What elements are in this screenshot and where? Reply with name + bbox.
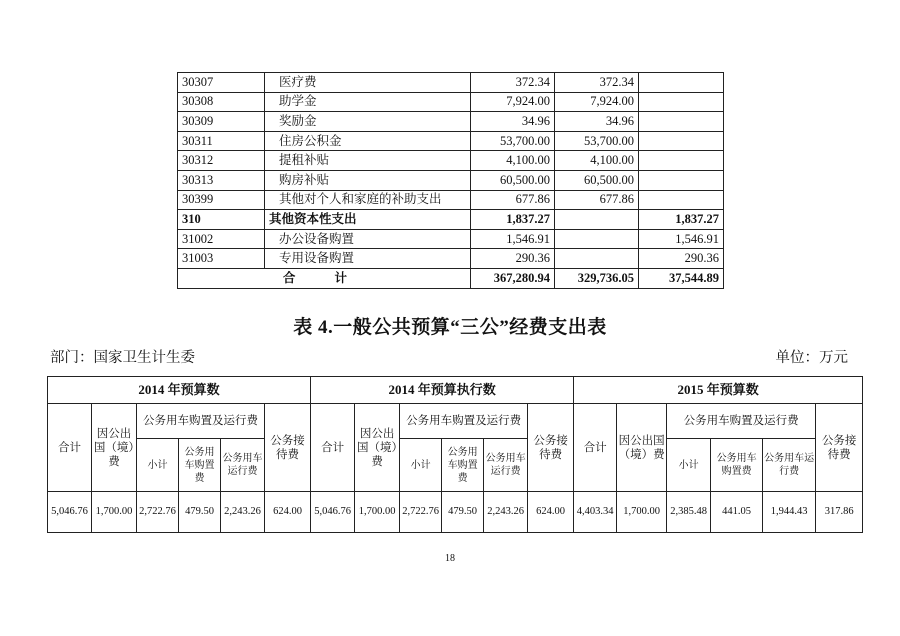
total-label: 合 计	[178, 268, 471, 288]
header-reception: 公务接待费	[265, 404, 311, 492]
header-row-categories	[48, 404, 863, 439]
row-project	[639, 170, 724, 190]
header-reception: 公务接待费	[816, 404, 863, 492]
row-basic: 34.96	[555, 112, 639, 132]
header-total: 合计	[48, 404, 92, 492]
group-header-2015-budget: 2015 年预算数	[574, 377, 863, 404]
row-code: 30399	[178, 190, 265, 210]
header-vehicle: 公务用车购置及运行费	[137, 404, 265, 439]
header-subtotal: 小计	[667, 439, 711, 492]
row-project	[639, 73, 724, 93]
row-total: 290.36	[471, 249, 555, 269]
row-code: 30309	[178, 112, 265, 132]
header-operation: 公务用车运行费	[221, 439, 265, 492]
row-total: 677.86	[471, 190, 555, 210]
value-cell: 2,385.48	[667, 492, 711, 533]
row-project: 1,546.91	[639, 229, 724, 249]
department-label: 部门：国家卫生计生委	[50, 350, 195, 366]
header-purchase: 公务用车购置费	[711, 439, 763, 492]
row-name: 医疗费	[265, 73, 471, 93]
header-subtotal: 小计	[137, 439, 179, 492]
row-total: 372.34	[471, 73, 555, 93]
row-basic	[555, 229, 639, 249]
value-cell: 5,046.76	[311, 492, 355, 533]
table-row	[178, 170, 724, 190]
header-abroad: 因公出国（境）费	[92, 404, 137, 492]
row-code: 30307	[178, 73, 265, 93]
row-project	[639, 131, 724, 151]
value-cell: 2,243.26	[484, 492, 528, 533]
value-cell: 1,700.00	[355, 492, 400, 533]
values-row	[48, 492, 863, 533]
row-basic	[555, 249, 639, 269]
header-row-years	[48, 377, 863, 404]
header-operation: 公务用车运行费	[763, 439, 816, 492]
header-vehicle: 公务用车购置及运行费	[400, 404, 528, 439]
value-cell: 1,700.00	[617, 492, 667, 533]
header-subtotal: 小计	[400, 439, 442, 492]
header-vehicle: 公务用车购置及运行费	[667, 404, 816, 439]
row-code: 30312	[178, 151, 265, 171]
row-basic: 60,500.00	[555, 170, 639, 190]
value-cell: 479.50	[179, 492, 221, 533]
value-cell: 624.00	[528, 492, 574, 533]
value-cell: 2,722.76	[400, 492, 442, 533]
row-project: 290.36	[639, 249, 724, 269]
table4-title: 表 4.一般公共预算“三公”经费支出表	[293, 317, 607, 338]
expenditure-table	[177, 72, 724, 289]
expenditure-table-body	[178, 73, 724, 289]
header-reception: 公务接待费	[528, 404, 574, 492]
row-basic: 677.86	[555, 190, 639, 210]
row-total: 1,546.91	[471, 229, 555, 249]
table-row	[178, 112, 724, 132]
row-name: 其他对个人和家庭的补助支出	[265, 190, 471, 210]
value-cell: 2,722.76	[137, 492, 179, 533]
value-cell: 4,403.34	[574, 492, 617, 533]
row-total: 4,100.00	[471, 151, 555, 171]
row-name: 奖励金	[265, 112, 471, 132]
group-header-2014-budget: 2014 年预算数	[48, 377, 311, 404]
row-code: 30308	[178, 92, 265, 112]
row-basic: 4,100.00	[555, 151, 639, 171]
value-cell: 1,944.43	[763, 492, 816, 533]
header-row-subcategories	[48, 439, 863, 492]
unit-label: 单位：万元	[775, 350, 848, 366]
row-basic: 53,700.00	[555, 131, 639, 151]
row-total: 60,500.00	[471, 170, 555, 190]
total-sum: 367,280.94	[471, 268, 555, 288]
value-cell: 2,243.26	[221, 492, 265, 533]
row-name: 办公设备购置	[265, 229, 471, 249]
value-cell: 479.50	[442, 492, 484, 533]
value-cell: 317.86	[816, 492, 863, 533]
row-name: 其他资本性支出	[265, 210, 471, 230]
table-row	[178, 190, 724, 210]
row-project	[639, 112, 724, 132]
row-total: 7,924.00	[471, 92, 555, 112]
header-total: 合计	[311, 404, 355, 492]
row-name: 提租补贴	[265, 151, 471, 171]
row-basic: 372.34	[555, 73, 639, 93]
value-cell: 1,700.00	[92, 492, 137, 533]
page-number: 18	[445, 553, 455, 564]
header-operation: 公务用车运行费	[484, 439, 528, 492]
total-basic: 329,736.05	[555, 268, 639, 288]
row-code: 31002	[178, 229, 265, 249]
row-project	[639, 190, 724, 210]
value-cell: 624.00	[265, 492, 311, 533]
row-name: 助学金	[265, 92, 471, 112]
table-row	[178, 131, 724, 151]
row-code: 31003	[178, 249, 265, 269]
row-name: 专用设备购置	[265, 249, 471, 269]
row-name: 住房公积金	[265, 131, 471, 151]
row-code: 30313	[178, 170, 265, 190]
table-row	[178, 92, 724, 112]
group-header-2014-execution: 2014 年预算执行数	[311, 377, 574, 404]
row-basic: 7,924.00	[555, 92, 639, 112]
header-total: 合计	[574, 404, 617, 492]
header-abroad: 因公出国（境）费	[617, 404, 667, 492]
table-row	[178, 229, 724, 249]
total-project: 37,544.89	[639, 268, 724, 288]
row-code: 30311	[178, 131, 265, 151]
table-row-category	[178, 210, 724, 230]
row-project: 1,837.27	[639, 210, 724, 230]
header-purchase: 公务用车购置费	[442, 439, 484, 492]
three-public-expense-table	[47, 376, 863, 533]
value-cell: 5,046.76	[48, 492, 92, 533]
row-total: 34.96	[471, 112, 555, 132]
row-project	[639, 151, 724, 171]
header-purchase: 公务用车购置费	[179, 439, 221, 492]
header-abroad: 因公出国（境）费	[355, 404, 400, 492]
table-row	[178, 151, 724, 171]
table-total-row	[178, 268, 724, 288]
row-project	[639, 92, 724, 112]
row-code: 310	[178, 210, 265, 230]
row-basic	[555, 210, 639, 230]
row-name: 购房补贴	[265, 170, 471, 190]
row-total: 53,700.00	[471, 131, 555, 151]
table-row	[178, 73, 724, 93]
table-row	[178, 249, 724, 269]
value-cell: 441.05	[711, 492, 763, 533]
row-total: 1,837.27	[471, 210, 555, 230]
